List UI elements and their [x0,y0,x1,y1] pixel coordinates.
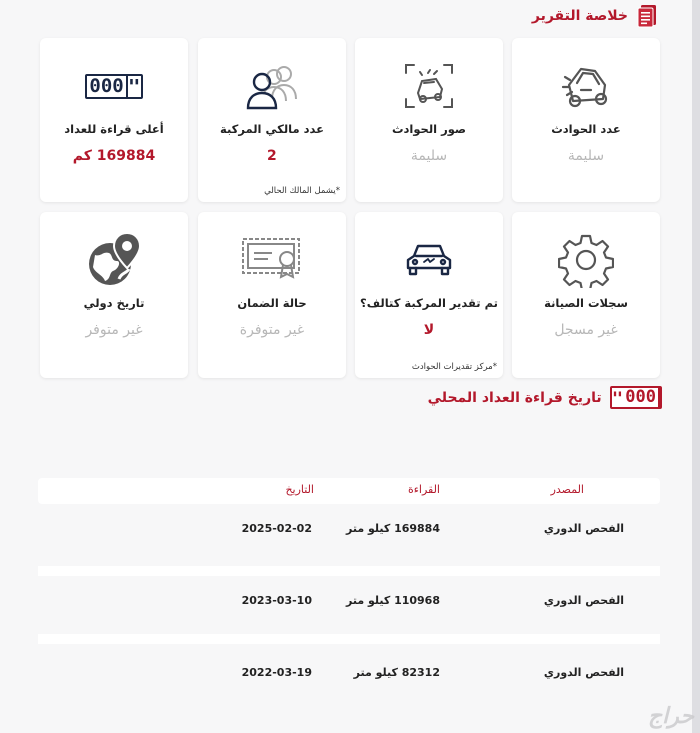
gear-icon [512,230,660,290]
table-row [38,506,660,566]
row-source: الفحص الدوري [543,522,624,535]
row-reading: 110968 كيلو متر [345,594,440,607]
accidents-count-value: سليمة [567,148,605,164]
certificate-icon [198,230,346,290]
row-reading: 82312 كيلو متر [353,666,440,679]
card-accidents-count [512,38,660,202]
owners-count-value: 2 [266,148,278,164]
owners-count-label: عدد مالكي المركبة [220,122,324,136]
max-odometer-label: أعلى قراءة للعداد [64,122,164,136]
total-loss-note: *مركز تقديرات الحوادث [411,362,497,372]
warranty-value: غير متوفرة [239,322,305,338]
watermark: حراج [647,704,694,729]
maintenance-value: غير مسجل [554,322,618,338]
row-divider [38,566,660,576]
crashed-car-icon [512,56,660,116]
accident-photos-label: صور الحوادث [391,122,467,136]
column-source: المصدر [550,483,584,496]
maintenance-label: سجلات الصيانة [544,296,628,310]
warranty-label: حالة الضمان [237,296,307,310]
row-date: 2022-03-19 [241,666,312,679]
card-owners-count [198,38,346,202]
card-maintenance [512,212,660,378]
car-photo-icon [355,56,503,116]
international-label: تاريخ دولي [83,296,145,310]
owners-count-note: *يشمل المالك الحالي [264,186,340,196]
table-row [38,576,660,634]
row-reading: 169884 كيلو متر [345,522,440,535]
globe-pin-icon [40,230,188,290]
odometer-icon: 000 ▮▮ [610,386,662,409]
summary-section-title [532,4,658,28]
card-total-loss [355,212,503,378]
row-date: 2025-02-02 [241,522,312,535]
summary-title: خلاصة التقرير [531,8,628,24]
owners-icon [198,56,346,116]
card-international-history [40,212,188,378]
max-odometer-value: 169884 كم [72,148,156,164]
row-source: الفحص الدوري [543,594,624,607]
column-date: التاريخ [285,483,314,496]
total-loss-label: تم تقدير المركبة كتالف؟ [360,296,498,310]
card-accident-photos [355,38,503,202]
row-source: الفحص الدوري [543,666,624,679]
row-divider [38,634,660,644]
table-row [38,644,660,704]
column-reading: القراءة [407,483,440,496]
card-warranty [198,212,346,378]
accident-photos-value: سليمة [410,148,448,164]
accidents-count-label: عدد الحوادث [551,122,621,136]
odometer-digits: 000 [87,76,127,97]
row-date: 2023-03-10 [241,594,312,607]
scrollbar[interactable] [692,0,700,733]
damaged-car-icon [355,230,503,290]
odometer-icon: 000 ▮▮ [40,56,188,116]
table-header [38,478,660,504]
total-loss-value: لا [423,322,435,338]
report-document-icon [636,4,658,28]
odometer-history-title-text: تاريخ قراءة العداد المحلي [427,389,602,406]
card-max-odometer [40,38,188,202]
odometer-history-title [428,386,662,409]
international-value: غير متوفر [85,322,143,338]
